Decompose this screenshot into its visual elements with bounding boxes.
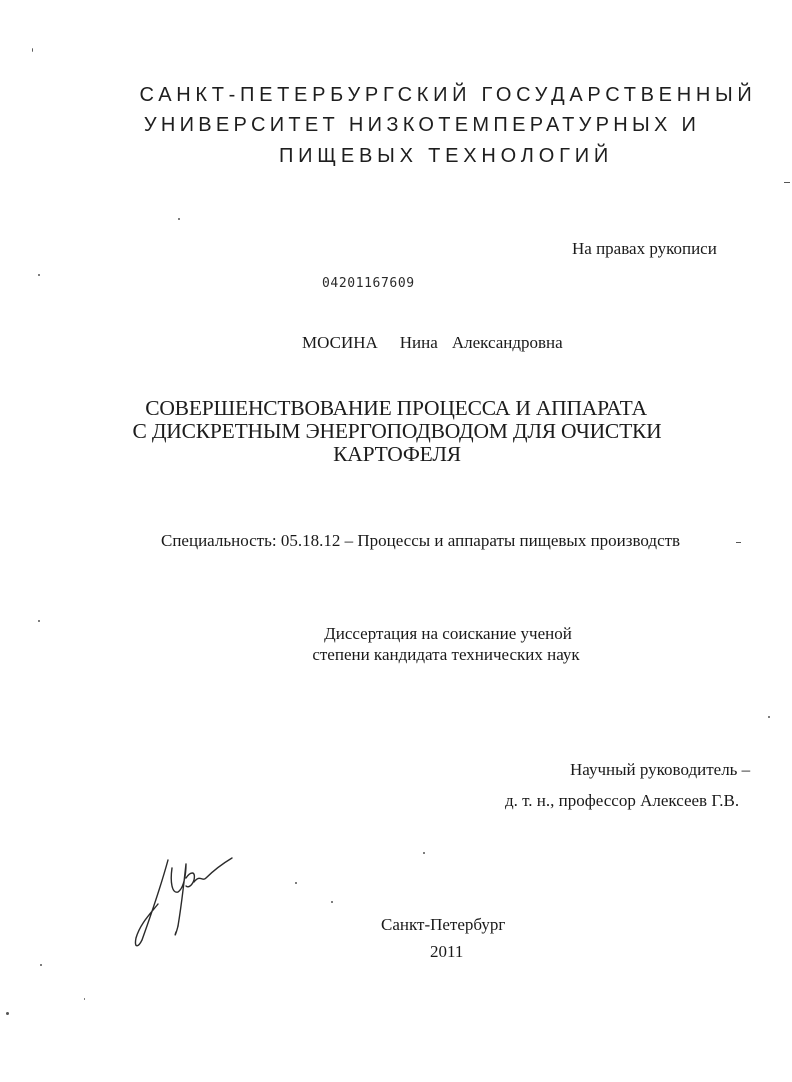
specialty: Специальность: 05.18.12 – Процессы и аппараты пищевых производств <box>161 531 681 550</box>
university-line-1: САНКТ-ПЕТЕРБУРГСКИЙ ГОСУДАРСТВЕННЫЙ <box>139 84 757 106</box>
scan-speck <box>32 48 33 52</box>
scan-speck <box>423 852 425 854</box>
title-line-2: С ДИСКРЕТНЫМ ЭНЕРГОПОДВОДОМ ДЛЯ ОЧИСТКИ <box>132 419 662 443</box>
scan-speck <box>768 716 770 718</box>
scan-speck <box>784 182 790 183</box>
scan-speck <box>178 218 180 220</box>
scan-speck <box>38 274 40 276</box>
scan-speck <box>84 998 85 1000</box>
scan-speck <box>295 882 297 884</box>
scan-speck <box>331 901 333 903</box>
scan-speck <box>736 542 741 543</box>
year: 2011 <box>430 942 464 961</box>
university-line-2: УНИВЕРСИТЕТ НИЗКОТЕМПЕРАТУРНЫХ И <box>143 114 701 136</box>
degree-line-1: Диссертация на соискание ученой <box>324 624 572 643</box>
scan-speck <box>38 620 40 622</box>
scan-speck <box>40 964 42 966</box>
catalog-code: 04201167609 <box>322 276 415 291</box>
supervisor-line-2: д. т. н., профессор Алексеев Г.В. <box>505 791 740 810</box>
scan-speck <box>6 1012 9 1015</box>
author-patronymic: Александровна <box>451 333 563 352</box>
handwritten-signature <box>128 852 238 952</box>
author-name <box>302 333 563 353</box>
title-line-1: СОВЕРШЕНСТВОВАНИЕ ПРОЦЕССА И АППАРАТА <box>145 396 647 420</box>
degree-line-2: степени кандидата технических наук <box>312 645 580 664</box>
author-surname: МОСИНА <box>302 333 378 352</box>
supervisor-line-1: Научный руководитель – <box>570 760 751 779</box>
title-line-3: КАРТОФЕЛЯ <box>333 442 461 466</box>
city: Санкт-Петербург <box>381 915 506 934</box>
rights-note: На правах рукописи <box>572 239 717 258</box>
author-first-name: Нина <box>399 333 438 352</box>
university-line-3: ПИЩЕВЫХ ТЕХНОЛОГИЙ <box>278 145 614 167</box>
